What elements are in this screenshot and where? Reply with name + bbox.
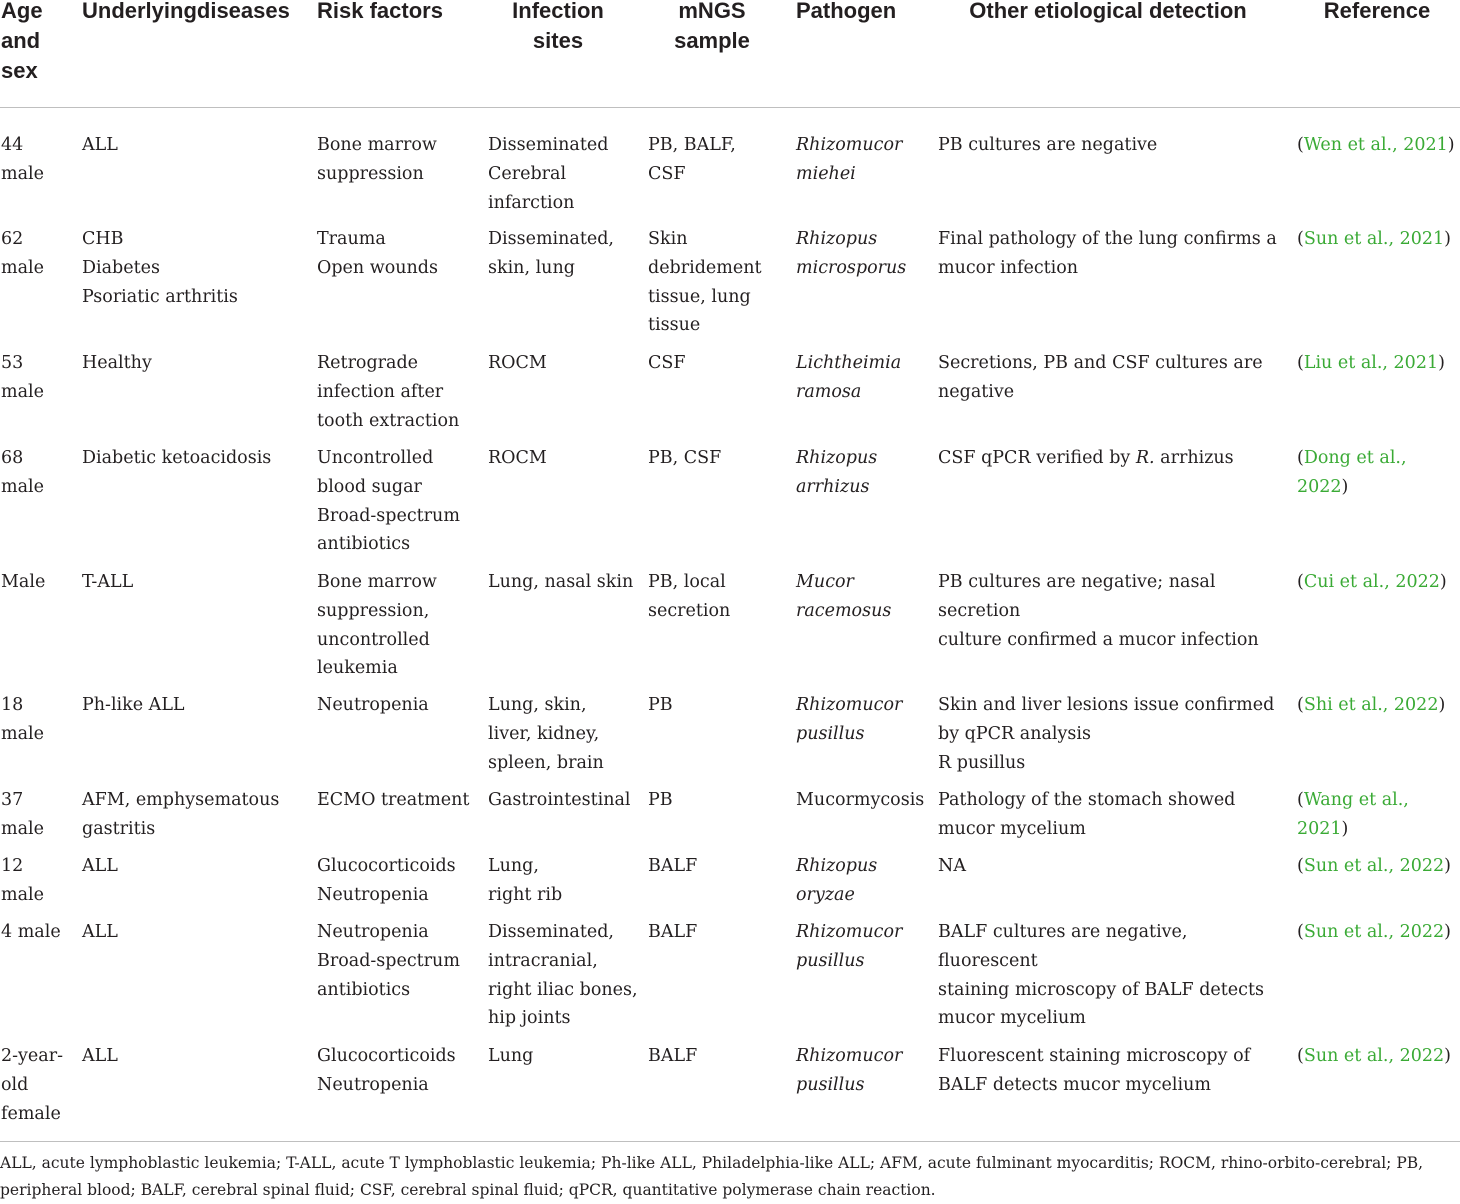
reference-link[interactable]: Sun et al., 2022 — [1303, 856, 1445, 876]
cell-infection-sites: Disseminated Cerebral infarction — [488, 135, 609, 213]
cell-underlying-disease: ALL — [82, 922, 118, 942]
cell-reference[interactable]: (Dong et al., 2022) — [1297, 448, 1407, 497]
cell-risk-factors: ECMO treatment — [317, 790, 470, 810]
cell-age-sex: 12 male — [1, 856, 44, 905]
reference-link[interactable]: Cui et al., 2022 — [1303, 572, 1440, 592]
cell-mngs-sample: CSF — [648, 353, 686, 373]
cell-pathogen: Rhizomucor miehei — [796, 135, 903, 184]
cell-age-sex: 53 male — [1, 353, 44, 402]
cell-underlying-disease: CHB Diabetes Psoriatic arthritis — [82, 229, 238, 307]
cell-other-detection: NA — [938, 856, 966, 876]
cell-risk-factors: Bone marrow suppression — [317, 135, 437, 184]
cell-infection-sites: Disseminated, intracranial, right iliac bones, hip joints — [488, 922, 638, 1029]
cell-mngs-sample: BALF — [648, 1046, 698, 1066]
cell-age-sex: Male — [1, 572, 46, 592]
table-row — [0, 202, 1460, 336]
table-row — [0, 326, 1460, 431]
cell-risk-factors: Neutropenia Broad-spectrum antibiotics — [317, 922, 460, 1000]
cell-age-sex: 37 male — [1, 790, 44, 839]
cell-reference[interactable]: (Wen et al., 2021) — [1297, 135, 1455, 155]
reference-link[interactable]: Dong et al., 2022 — [1297, 448, 1407, 497]
cell-risk-factors: Uncontrolled blood sugar Broad-spectrum antibiotics — [317, 448, 460, 555]
table-row — [0, 668, 1460, 773]
cell-other-detection: CSF qPCR verified by R. arrhizus — [938, 448, 1234, 468]
cell-other-detection: Final pathology of the lung confirms a mucor infection — [938, 229, 1277, 278]
cell-underlying-disease: T-ALL — [82, 572, 134, 592]
cell-age-sex: 62 male — [1, 229, 44, 278]
cell-reference[interactable]: (Liu et al., 2021) — [1297, 353, 1445, 373]
reference-link[interactable]: Liu et al., 2021 — [1303, 353, 1439, 373]
cell-mngs-sample: Skin debridement tissue, lung tissue — [648, 229, 762, 336]
table-header — [0, 0, 1460, 108]
table-row — [0, 763, 1460, 839]
cell-reference[interactable]: (Wang et al., 2021) — [1297, 790, 1409, 839]
cell-pathogen: Rhizopus arrhizus — [796, 448, 878, 497]
cell-other-detection: PB cultures are negative — [938, 135, 1158, 155]
cell-reference[interactable]: (Sun et al., 2021) — [1297, 229, 1451, 249]
table-row — [0, 108, 1460, 213]
cell-underlying-disease: ALL — [82, 1046, 118, 1066]
table-row — [0, 421, 1460, 555]
cell-mngs-sample: PB — [648, 790, 673, 810]
cell-risk-factors: Glucocorticoids Neutropenia — [317, 856, 456, 905]
header-infection-sites: Infection sites — [512, 0, 604, 53]
cell-mngs-sample: BALF — [648, 922, 698, 942]
header-pathogen: Pathogen — [796, 0, 897, 23]
table-footnote: ALL, acute lymphoblastic leukemia; T-ALL, acute T lymphoblastic leukemia; Ph-like ALL, Philadelphia-like ALL; AFM, acute fulminant myocarditis; ROCM, rhino-orbito-cerebral; PB, peripheral blood; BALF, cerebral spinal fluid; CSF, cerebral spinal fluid; qPCR, quantitative polymerase chain reaction. — [0, 1141, 1460, 1204]
cell-mngs-sample: BALF — [648, 856, 698, 876]
cell-risk-factors: Trauma Open wounds — [317, 229, 438, 278]
cell-age-sex: 18 male — [1, 695, 44, 744]
cell-underlying-disease: AFM, emphysematous gastritis — [82, 790, 280, 839]
header-underlying-diseases: Underlyingdiseases — [82, 0, 290, 23]
cell-risk-factors: Glucocorticoids Neutropenia — [317, 1046, 456, 1095]
cell-infection-sites: Lung — [488, 1046, 534, 1066]
cell-mngs-sample: PB, local secretion — [648, 572, 731, 621]
reference-link[interactable]: Sun et al., 2022 — [1303, 1046, 1445, 1066]
cell-infection-sites: Gastrointestinal — [488, 790, 631, 810]
cell-pathogen: Rhizopus microsporus — [796, 229, 907, 278]
cell-other-detection: BALF cultures are negative, fluorescent staining microscopy of BALF detects mucor mycelium — [938, 922, 1264, 1029]
cell-reference[interactable]: (Shi et al., 2022) — [1297, 695, 1446, 715]
cell-risk-factors: Retrograde infection after tooth extraction — [317, 353, 460, 431]
table-body — [0, 108, 1460, 1124]
cell-pathogen: Rhizopus oryzae — [796, 856, 878, 905]
cell-mngs-sample: PB — [648, 695, 673, 715]
cell-infection-sites: Lung, skin, liver, kidney, spleen, brain — [488, 695, 604, 773]
cell-pathogen: Rhizomucor pusillus — [796, 695, 903, 744]
cell-age-sex: 44 male — [1, 135, 44, 184]
table-row — [0, 829, 1460, 905]
header-reference: Reference — [1323, 0, 1431, 23]
cell-risk-factors: Bone marrow suppression, uncontrolled leukemia — [317, 572, 437, 679]
reference-link[interactable]: Wang et al., 2021 — [1297, 790, 1409, 839]
cell-other-detection: Fluorescent staining microscopy of BALF detects mucor mycelium — [938, 1046, 1251, 1095]
cell-infection-sites: ROCM — [488, 353, 547, 373]
reference-link[interactable]: Sun et al., 2021 — [1303, 229, 1445, 249]
table-row — [0, 1019, 1460, 1124]
header-risk-factors: Risk factors — [317, 0, 443, 23]
cell-infection-sites: Lung, nasal skin — [488, 572, 634, 592]
cell-infection-sites: Lung, right rib — [488, 856, 563, 905]
cell-age-sex: 68 male — [1, 448, 44, 497]
cell-underlying-disease: Diabetic ketoacidosis — [82, 448, 272, 468]
cell-other-detection: Secretions, PB and CSF cultures are negative — [938, 353, 1263, 402]
header-age-sex: Age and sex — [1, 0, 43, 83]
cell-underlying-disease: ALL — [82, 135, 118, 155]
cell-pathogen: Lichtheimia ramosa — [796, 353, 902, 402]
cell-infection-sites: Disseminated, skin, lung — [488, 229, 614, 278]
header-other-detection: Other etiological detection — [969, 0, 1247, 23]
cell-reference[interactable]: (Cui et al., 2022) — [1297, 572, 1447, 592]
table-row — [0, 545, 1460, 679]
cell-other-detection: Pathology of the stomach showed mucor mycelium — [938, 790, 1236, 839]
cell-age-sex: 2-year- old female — [1, 1046, 64, 1124]
table-row — [0, 895, 1460, 1029]
cell-mngs-sample: PB, CSF — [648, 448, 722, 468]
cell-underlying-disease: Ph-like ALL — [82, 695, 185, 715]
header-mngs-sample: mNGS sample — [674, 0, 750, 53]
cell-pathogen: Mucormycosis — [796, 790, 925, 810]
cell-mngs-sample: PB, BALF, CSF — [648, 135, 736, 184]
cell-underlying-disease: Healthy — [82, 353, 152, 373]
cell-risk-factors: Neutropenia — [317, 695, 429, 715]
cell-infection-sites: ROCM — [488, 448, 547, 468]
reference-link[interactable]: Sun et al., 2022 — [1303, 922, 1445, 942]
cell-reference[interactable]: (Sun et al., 2022) — [1297, 1046, 1451, 1066]
cell-pathogen: Mucor racemosus — [796, 572, 892, 621]
cell-reference[interactable]: (Sun et al., 2022) — [1297, 856, 1451, 876]
cell-other-detection: Skin and liver lesions issue confirmed by qPCR analysis R pusillus — [938, 695, 1275, 773]
cell-other-detection: PB cultures are negative; nasal secretion culture confirmed a mucor infection — [938, 572, 1259, 650]
cell-pathogen: Rhizomucor pusillus — [796, 1046, 903, 1095]
cell-pathogen: Rhizomucor pusillus — [796, 922, 903, 971]
reference-link[interactable]: Wen et al., 2021 — [1303, 135, 1448, 155]
species-abbreviation: R. — [1135, 448, 1155, 468]
cell-underlying-disease: ALL — [82, 856, 118, 876]
cell-age-sex: 4 male — [1, 922, 61, 942]
reference-link[interactable]: Shi et al., 2022 — [1303, 695, 1439, 715]
cell-reference[interactable]: (Sun et al., 2022) — [1297, 922, 1451, 942]
